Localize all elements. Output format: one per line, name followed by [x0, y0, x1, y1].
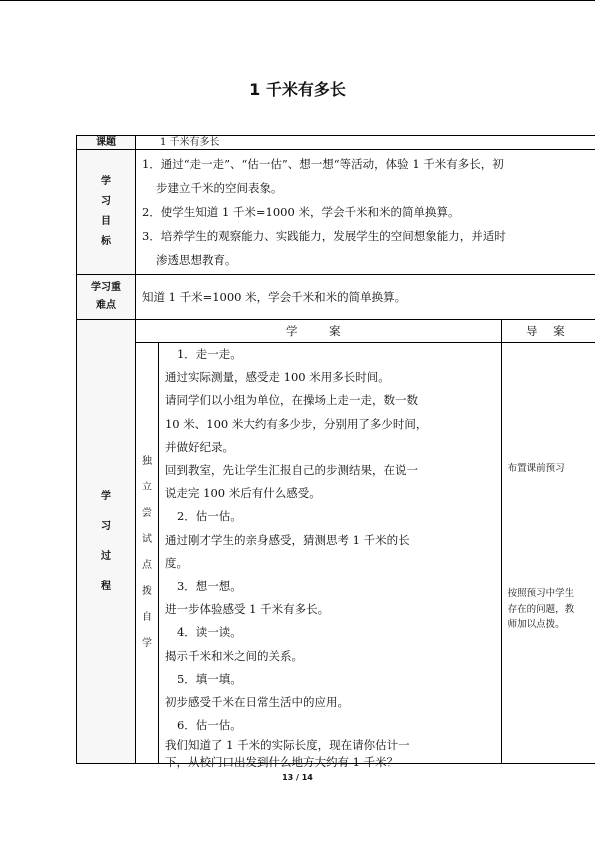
- process-label-char: 习: [100, 520, 111, 532]
- goal-3-line2: 渗透思想教育。: [155, 253, 237, 267]
- process-label: [77, 320, 136, 764]
- study-plan-cell: [135, 343, 501, 770]
- study-steps: [159, 343, 501, 770]
- page-number: 13 / 14: [282, 773, 313, 782]
- side-char: 立: [141, 482, 152, 493]
- focus-label-line1: 学习重: [90, 282, 121, 293]
- step-line: 揭示千米和米之间的关系。: [164, 648, 303, 663]
- process-label-char: 学: [100, 490, 111, 502]
- step-heading: 2．估一估。: [176, 509, 242, 524]
- top-rule: [0, 0, 595, 1]
- focus-label: [77, 275, 136, 320]
- step-line: 度。: [164, 555, 188, 570]
- self-study-side-label: [136, 343, 159, 763]
- side-char: 学: [141, 638, 152, 649]
- step-line: 初步感受千米在日常生活中的应用。: [164, 695, 349, 710]
- side-char: 自: [141, 612, 152, 623]
- step-line: 回到教室，先让学生汇报自己的步测结果，在说一: [164, 463, 418, 478]
- guide-plan-cell: [501, 343, 595, 764]
- guide-note-preview: 布置课前预习: [507, 463, 565, 474]
- goals-row: [77, 150, 595, 275]
- side-char: 点: [141, 560, 152, 571]
- guide-plan-header: 导 案: [501, 320, 595, 343]
- focus-value: 知道 1 千米=1000 米，学会千米和米的简单换算。: [135, 275, 595, 320]
- topic-value: 1 千米有多长: [135, 136, 595, 150]
- side-char: 拨: [141, 586, 152, 597]
- topic-row: [77, 136, 595, 150]
- page-title: 1 千米有多长: [249, 80, 346, 99]
- process-body-row: [77, 343, 595, 764]
- step-heading: 1．走一走。: [176, 347, 242, 361]
- step-line: 请同学们以小组为单位，在操场上走一走，数一数: [164, 393, 418, 408]
- study-plan-header: 学 案: [135, 320, 501, 343]
- focus-label-line2: 难点: [95, 300, 116, 311]
- step-heading: 5．填一填。: [176, 671, 242, 686]
- topic-label: 课题: [77, 136, 136, 150]
- goals-label-char: 标: [100, 236, 111, 247]
- goals-label-char: 学: [100, 176, 111, 187]
- step-heading: 4．读一读。: [176, 625, 242, 640]
- step-heading: 3．想一想。: [176, 579, 242, 594]
- goals-content: [135, 150, 595, 275]
- goal-1-line2: 步建立千米的空间表象。: [155, 181, 283, 195]
- step-line: 进一步体验感受 1 千米有多长。: [164, 602, 330, 617]
- process-header-row: [77, 320, 595, 343]
- goal-1-line1: 1．通过“走一走”、“估一估”、想一想“等活动，体验 1 千米有多长，初: [141, 157, 504, 171]
- guide-note-coaching: 按照预习中学生存在的问题，教师加以点拨。: [507, 588, 575, 630]
- step-line: 我们知道了 1 千米的实际长度，现在请你估计一: [164, 738, 410, 753]
- focus-row: [77, 275, 595, 320]
- step-line: 通过实际测量，感受走 100 米用多长时间。: [164, 370, 390, 385]
- side-char: 独: [141, 456, 152, 467]
- side-char: 尝: [141, 508, 152, 519]
- goal-2-line1: 2．使学生知道 1 千米=1000 米，学会千米和米的简单换算。: [141, 205, 460, 219]
- process-label-char: 程: [100, 580, 111, 592]
- goals-label: [77, 150, 136, 275]
- step-line: 下，从校门口出发到什么地方大约有 1 千米？: [164, 755, 399, 770]
- side-char: 试: [141, 534, 152, 545]
- goals-label-char: 目: [100, 216, 111, 227]
- goal-3-line1: 3．培养学生的观察能力、实践能力，发展学生的空间想象能力，并适时: [141, 229, 506, 243]
- step-line: 说走完 100 米后有什么感受。: [164, 486, 321, 501]
- step-line: 通过刚才学生的亲身感受，猜测思考 1 千米的长: [164, 532, 410, 547]
- step-line: 并做好纪录。: [164, 439, 234, 454]
- goals-label-char: 习: [100, 196, 111, 207]
- step-heading: 6．估一估。: [176, 718, 242, 733]
- process-label-char: 过: [100, 550, 111, 562]
- lesson-table: [76, 135, 595, 770]
- step-line: 10 米、100 米大约有多少步，分别用了多少时间，: [164, 416, 428, 431]
